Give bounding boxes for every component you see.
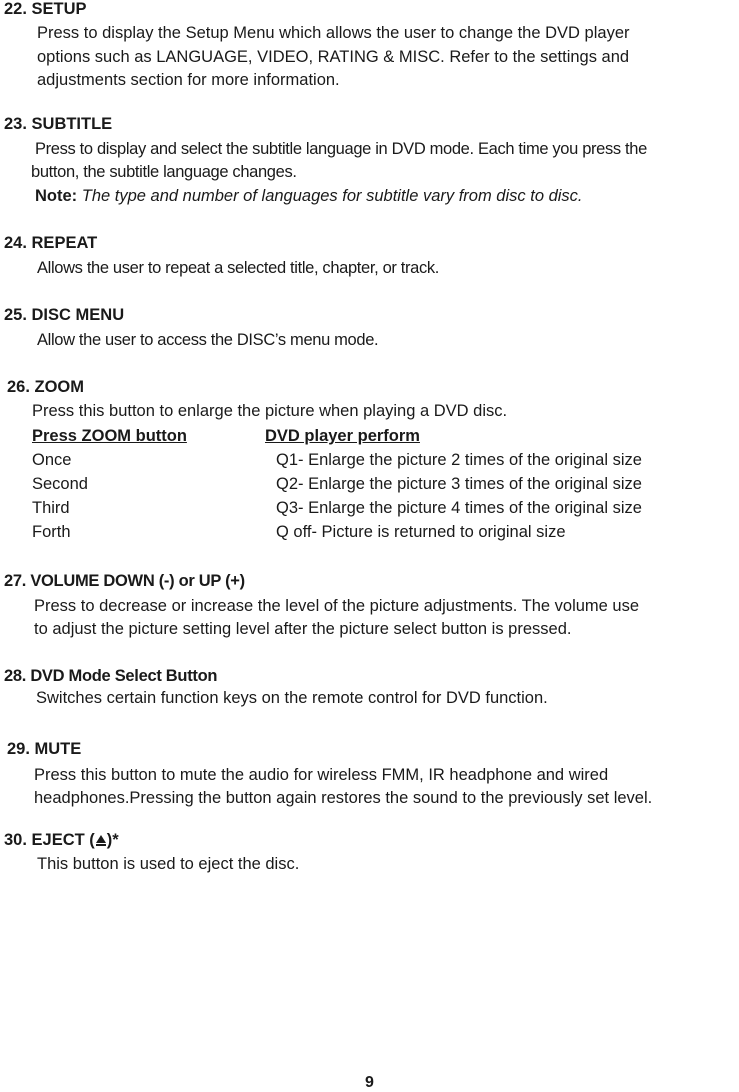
- subtitle-text-line: Press to display and select the subtitle language in DVD mode. Each time you press the: [35, 140, 647, 158]
- mute-text-line: headphones.Pressing the button again restores the sound to the previously set level.: [34, 789, 653, 807]
- zoom-row-press: Second: [32, 475, 88, 493]
- zoom-text-line: Press this button to enlarge the picture when playing a DVD disc.: [32, 402, 508, 420]
- zoom-row-perform: Q off- Picture is returned to original size: [276, 523, 566, 541]
- setup-text-line: adjustments section for more information.: [37, 71, 340, 89]
- volume-text-line: Press to decrease or increase the level of the picture adjustments. The volume use: [34, 597, 640, 615]
- zoom-row-press: Third: [32, 499, 70, 517]
- heading-dvd-mode-select: 28. DVD Mode Select Button: [4, 667, 218, 685]
- heading-volume: 27. VOLUME DOWN (-) or UP (+): [4, 572, 245, 590]
- zoom-col-header-press: Press ZOOM button: [32, 427, 187, 445]
- zoom-row-perform: Q2- Enlarge the picture 3 times of the original size: [276, 475, 642, 493]
- heading-subtitle: 23. SUBTITLE: [4, 115, 113, 133]
- heading-eject: [4, 831, 119, 850]
- setup-text-line: Press to display the Setup Menu which allows the user to change the DVD player: [37, 24, 630, 42]
- heading-disc-menu: 25. DISC MENU: [4, 306, 125, 324]
- heading-setup: 22. SETUP: [4, 0, 87, 18]
- heading-zoom: 26. ZOOM: [7, 378, 85, 396]
- subtitle-note: [35, 187, 583, 206]
- heading-mute: 29. MUTE: [7, 740, 82, 758]
- zoom-row-perform: Q3- Enlarge the picture 4 times of the original size: [276, 499, 642, 517]
- zoom-row-perform: Q1- Enlarge the picture 2 times of the original size: [276, 451, 642, 469]
- page-number: 9: [365, 1074, 374, 1091]
- mute-text-line: Press this button to mute the audio for wireless FMM, IR headphone and wired: [34, 766, 609, 784]
- heading-repeat: 24. REPEAT: [4, 234, 98, 252]
- volume-text-line: to adjust the picture setting level after the picture select button is pressed.: [34, 620, 572, 638]
- note-label: Note:: [35, 187, 78, 205]
- zoom-row-press: Forth: [32, 523, 71, 541]
- subtitle-text-line: button, the subtitle language changes.: [31, 163, 297, 181]
- zoom-row-press: Once: [32, 451, 72, 469]
- eject-icon: [96, 835, 106, 843]
- eject-text-line: This button is used to eject the disc.: [37, 855, 300, 873]
- disc-menu-text-line: Allow the user to access the DISC’s menu mode.: [37, 331, 379, 349]
- repeat-text-line: Allows the user to repeat a selected title, chapter, or track.: [37, 259, 440, 277]
- heading-eject-pre: 30. EJECT (: [4, 831, 95, 849]
- dvd-mode-text-line: Switches certain function keys on the remote control for DVD function.: [36, 689, 548, 707]
- note-text: The type and number of languages for subtitle vary from disc to disc.: [77, 187, 583, 205]
- setup-text-line: options such as LANGUAGE, VIDEO, RATING & MISC. Refer to the settings and: [37, 48, 630, 66]
- heading-eject-post: )*: [106, 831, 119, 849]
- zoom-col-header-perform: DVD player perform: [265, 427, 420, 445]
